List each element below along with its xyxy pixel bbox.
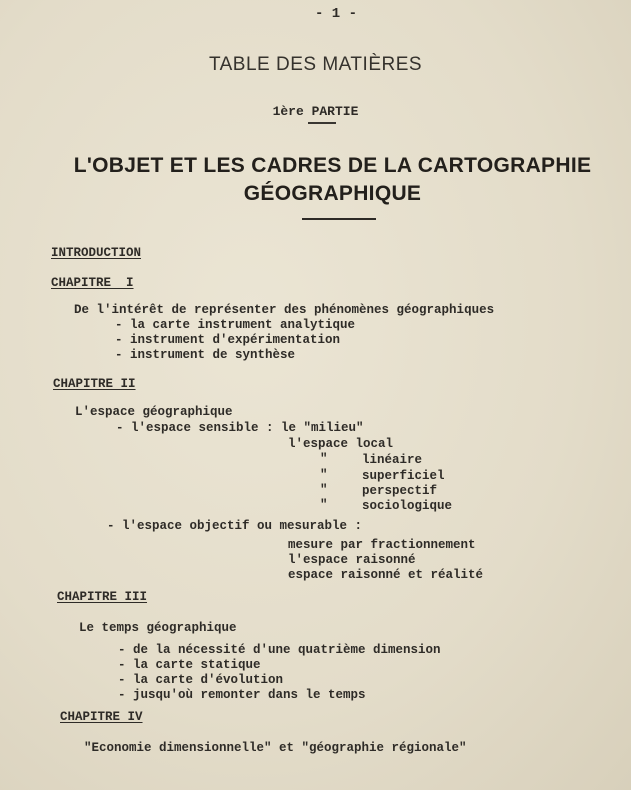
chapter-2-local: l'espace local: [288, 437, 394, 451]
chapter-3-heading: CHAPITRE III: [57, 590, 148, 604]
local-item: linéaire: [362, 453, 423, 467]
ditto-mark: ": [320, 483, 328, 497]
chapter-1-heading: CHAPITRE I: [51, 276, 134, 290]
chapter-1-item: - la carte instrument analytique: [115, 318, 356, 332]
local-item: perspectif: [362, 484, 438, 498]
objectif-item: mesure par fractionnement: [288, 538, 476, 552]
ditto-mark: ": [320, 452, 328, 466]
chapter-3-item: - de la nécessité d'une quatrième dimension: [118, 643, 441, 657]
chapter-1-item: - instrument d'expérimentation: [115, 333, 341, 347]
chapter-1-intro: De l'intérêt de représenter des phénomènes géographiques: [74, 303, 495, 317]
ditto-mark: ": [320, 498, 328, 512]
chapter-3-intro: Le temps géographique: [79, 621, 237, 635]
chapter-4-heading: CHAPITRE IV: [60, 710, 143, 724]
chapter-2-heading: CHAPITRE II: [53, 377, 136, 391]
objectif-item: espace raisonné et réalité: [288, 568, 484, 582]
local-item: sociologique: [362, 499, 453, 513]
chapter-3-item: - jusqu'où remonter dans le temps: [118, 688, 366, 702]
main-title-line1: L'OBJET ET LES CADRES DE LA CARTOGRAPHIE: [73, 154, 592, 177]
title-underline: [302, 218, 376, 220]
toc-title: TABLE DES MATIÈRES: [208, 54, 423, 75]
page-number: - 1 -: [315, 6, 358, 22]
chapter-3-item: - la carte d'évolution: [118, 673, 284, 687]
chapter-3-item: - la carte statique: [118, 658, 261, 672]
chapter-2-sensible: - l'espace sensible : le "milieu": [116, 421, 364, 435]
introduction-heading: INTRODUCTION: [51, 246, 142, 260]
part-label: 1ère PARTIE: [272, 104, 359, 119]
chapter-4-intro: "Economie dimensionnelle" et "géographie régionale": [84, 741, 467, 755]
local-item: superficiel: [362, 469, 445, 483]
part-underline: [308, 122, 336, 124]
chapter-2-intro: L'espace géographique: [75, 405, 233, 419]
chapter-2-objectif: - l'espace objectif ou mesurable :: [107, 519, 363, 533]
main-title-line2: GÉOGRAPHIQUE: [243, 182, 422, 205]
objectif-item: l'espace raisonné: [288, 553, 416, 567]
ditto-mark: ": [320, 468, 328, 482]
chapter-1-item: - instrument de synthèse: [115, 348, 296, 362]
